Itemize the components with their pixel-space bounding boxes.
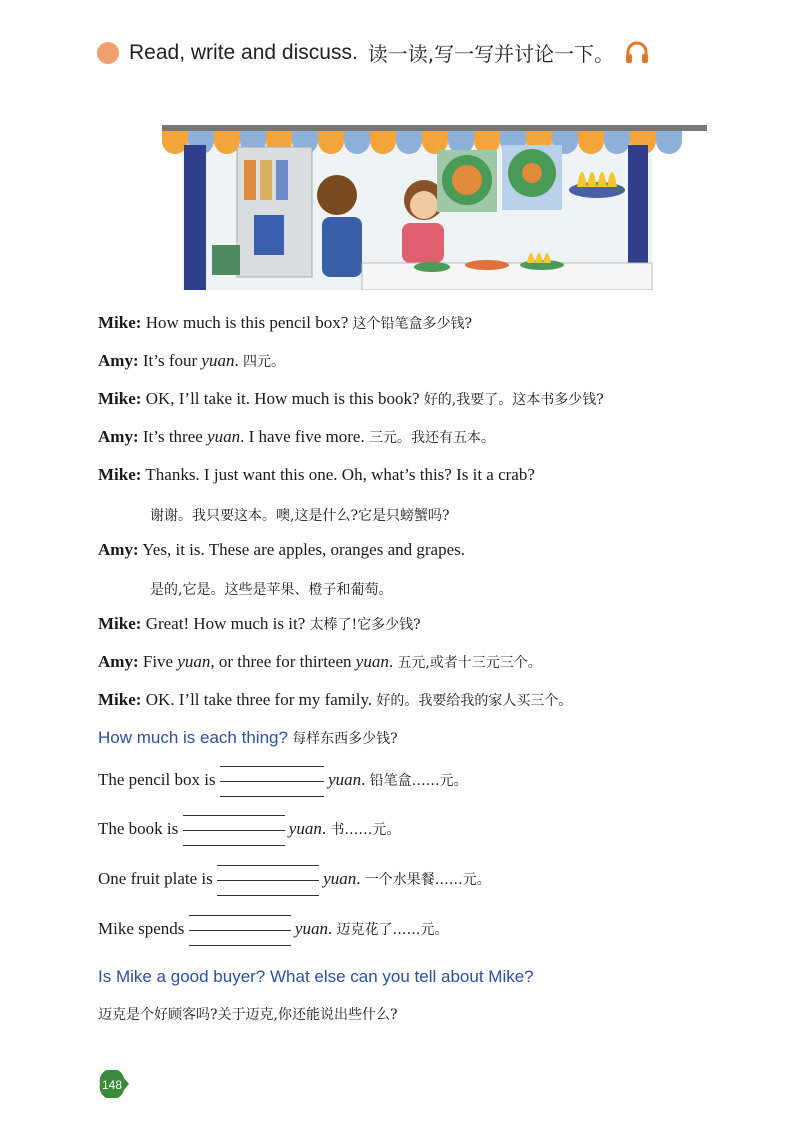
dialogue-cn: 三元。我还有五本。: [368, 430, 495, 446]
dialogue-cn-line-5: 谢谢。我只要这本。噢,这是什么?它是只螃蟹吗?: [150, 508, 450, 524]
dialogue-cn-line-6: 是的,它是。这些是苹果、橙子和葡萄。: [150, 582, 393, 598]
fill-item-4: Mike spends yuan. 迈克花了……元。: [98, 913, 448, 947]
fill-prompt: Mike spends: [98, 918, 185, 938]
fill-prompt: One fruit plate is: [98, 868, 213, 888]
speaker: Mike:: [98, 313, 142, 332]
speaker: Mike:: [98, 465, 142, 484]
currency-unit: yuan: [207, 427, 241, 446]
dialogue-line-7: [98, 614, 421, 634]
dialogue-line-8: [98, 652, 542, 672]
dialogue-text: OK. I’ll take three for my family.: [145, 690, 373, 709]
dialogue-text: .: [234, 351, 239, 370]
answer-blank[interactable]: [220, 764, 324, 798]
speaker: Mike:: [98, 614, 142, 633]
dialogue-line-6: [98, 540, 465, 560]
dialogue-cn: 五元,或者十三元三个。: [397, 655, 542, 671]
fill-cn: 书……元。: [330, 821, 401, 838]
currency-unit: yuan: [288, 818, 322, 838]
page-number-badge: [96, 1070, 130, 1098]
question-1: [98, 728, 398, 748]
speaker: Amy:: [98, 540, 139, 559]
dialogue-text: .: [388, 652, 394, 671]
dialogue-text: , or three for thirteen: [210, 652, 356, 671]
question-1-en: How much is each thing?: [98, 728, 288, 747]
question-1-cn: 每样东西多少钱?: [292, 731, 398, 747]
fill-cn: 铅笔盒……元。: [369, 772, 468, 789]
currency-unit: yuan: [177, 652, 211, 671]
currency-unit: yuan: [328, 769, 362, 789]
fill-cn: 一个水果餐……元。: [364, 871, 491, 888]
speaker: Mike:: [98, 389, 142, 408]
answer-blank[interactable]: [183, 813, 285, 847]
dialogue-cn: 好的。我要给我的家人买三个。: [376, 693, 573, 709]
fill-prompt: The book is: [98, 818, 179, 838]
dialogue-cn: 好的,我要了。这本书多少钱?: [423, 392, 604, 408]
answer-blank[interactable]: [189, 913, 291, 947]
question-2-en: Is Mike a good buyer? What else can you tell about Mike?: [98, 967, 534, 986]
dialogue-text: . I have five more.: [240, 427, 365, 446]
currency-unit: yuan: [294, 918, 328, 938]
fill-prompt: The pencil box is: [98, 769, 216, 789]
dialogue-line-2: [98, 351, 285, 371]
shop-illustration: [162, 125, 707, 290]
dialogue-line-4: [98, 427, 495, 447]
dialogue-text: It’s three: [142, 427, 208, 446]
dialogue-cn: 太棒了!它多少钱?: [309, 617, 421, 633]
dialogue-cn: 四元。: [242, 354, 285, 370]
question-2-cn: 迈克是个好顾客吗?关于迈克,你还能说出些什么?: [98, 1007, 398, 1023]
dialogue-text: Yes, it is. These are apples, oranges and grapes.: [142, 540, 466, 559]
currency-unit: yuan: [323, 868, 357, 888]
section-title: Read, write and discuss.: [129, 40, 358, 64]
speaker: Mike:: [98, 690, 142, 709]
dialogue-text: Great! How much is it?: [145, 614, 306, 633]
dialogue-text: Thanks. I just want this one. Oh, what’s this? Is it a crab?: [145, 465, 535, 484]
speaker: Amy:: [98, 427, 139, 446]
fill-item-1: The pencil box is yuan. 铅笔盒……元。: [98, 764, 468, 798]
dialogue-line-5: [98, 465, 535, 485]
answer-blank[interactable]: [217, 863, 319, 897]
section-header: [97, 38, 650, 67]
currency-unit: yuan: [355, 652, 389, 671]
dialogue-text: It’s four: [142, 351, 202, 370]
dialogue-line-1: [98, 313, 472, 333]
dialogue-line-9: [98, 690, 572, 710]
dialogue-line-3: [98, 389, 604, 409]
fill-cn: 迈克花了……元。: [336, 921, 449, 938]
speaker: Amy:: [98, 351, 139, 370]
fill-item-2: The book is yuan. 书……元。: [98, 813, 400, 847]
section-title-cn: 读一读,写一写并讨论一下。: [367, 42, 615, 66]
currency-unit: yuan: [201, 351, 235, 370]
speaker: Amy:: [98, 652, 139, 671]
dialogue-text: OK, I’ll take it. How much is this book?: [145, 389, 420, 408]
fill-item-3: One fruit plate is yuan. 一个水果餐……元。: [98, 863, 491, 897]
dialogue-text: Five: [142, 652, 178, 671]
bullet-dot-icon: [97, 42, 119, 64]
dialogue-text: How much is this pencil box?: [145, 313, 349, 332]
page-number: 148: [101, 1078, 123, 1092]
headphones-icon[interactable]: [624, 40, 650, 66]
dialogue-cn: 这个铅笔盒多少钱?: [352, 316, 473, 332]
